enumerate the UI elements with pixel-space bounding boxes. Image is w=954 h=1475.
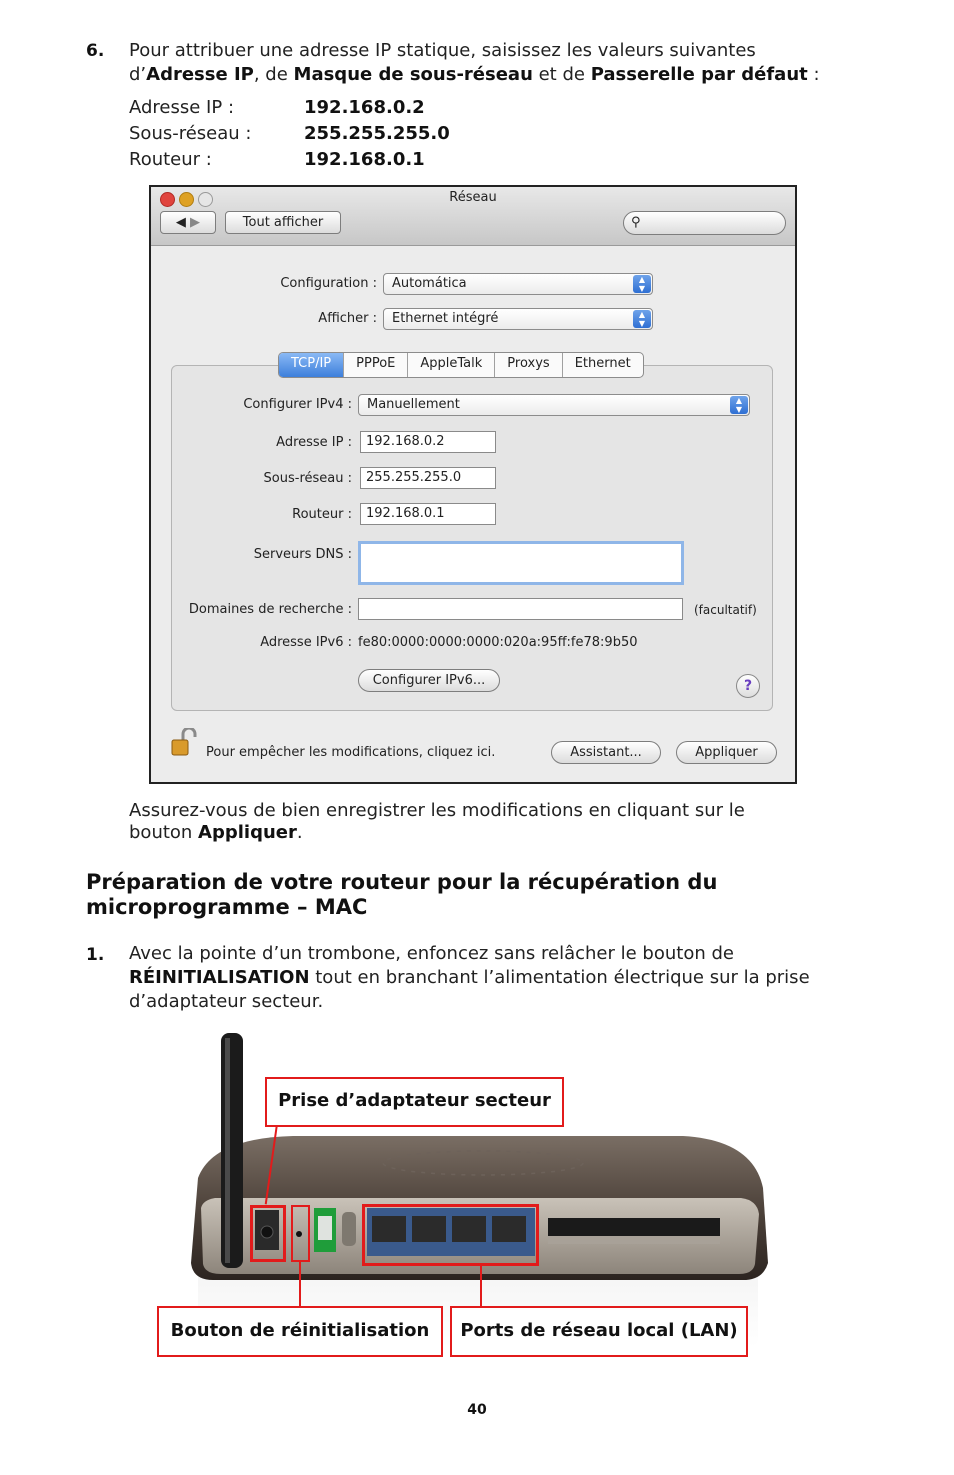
value-subnet: 255.255.255.0 <box>304 123 450 144</box>
assistant-button[interactable]: Assistant... <box>551 741 661 764</box>
power-jack-highlight <box>250 1205 286 1262</box>
search-domains-field[interactable] <box>358 598 683 620</box>
apply-reminder-line1: Assurez-vous de bien enregistrer les modifications en cliquant sur le <box>129 800 745 821</box>
section-heading <box>86 870 806 920</box>
configure-ipv4-value: Manuellement <box>367 397 460 412</box>
tab-pppoe[interactable]: PPPoE <box>344 353 408 377</box>
tab-tcpip[interactable]: TCP/IP <box>279 353 344 377</box>
lan-ports-highlight <box>362 1204 539 1266</box>
value-label-ip: Adresse IP : <box>129 97 235 118</box>
ipv6-address-value: fe80:0000:0000:0000:020a:95ff:fe78:9b50 <box>358 635 638 650</box>
back-forward-buttons[interactable] <box>160 211 216 234</box>
search-domains-label: Domaines de recherche : <box>188 602 352 617</box>
back-arrow-icon[interactable]: ◀ <box>175 215 186 230</box>
step1-line2: RÉINITIALISATION tout en branchant l’alimentation électrique sur la prise <box>129 967 810 988</box>
lan-callout-line <box>480 1266 482 1306</box>
power-jack-callout: Prise d’adaptateur secteur <box>265 1077 564 1127</box>
value-label-subnet: Sous-réseau : <box>129 123 252 144</box>
popup-arrows-icon: ▲ ▼ <box>633 310 651 328</box>
dns-servers-field[interactable] <box>358 541 684 585</box>
ipv6-address-label: Adresse IPv6 : <box>260 635 352 650</box>
show-value: Ethernet intégré <box>392 311 499 326</box>
router-field[interactable]: 192.168.0.1 <box>360 503 496 525</box>
configuration-value: Automática <box>392 276 467 291</box>
window-title: Réseau <box>449 190 497 205</box>
step1-line1: Avec la pointe d’un trombone, enfoncez sans relâcher le bouton de <box>129 943 734 964</box>
reset-button-callout: Bouton de réinitialisation <box>157 1306 443 1357</box>
show-popup[interactable] <box>383 308 653 330</box>
forward-arrow-icon[interactable]: ▶ <box>185 215 201 230</box>
configuration-label: Configuration : <box>280 276 377 291</box>
term-passerelle: Passerelle par défaut <box>590 64 808 85</box>
popup-arrows-icon: ▲ ▼ <box>633 275 651 293</box>
help-icon[interactable]: ? <box>736 674 760 698</box>
term-adresse-ip: Adresse IP <box>146 64 254 85</box>
section-heading-line2: microprogramme – MAC <box>86 895 368 919</box>
term-appliquer: Appliquer <box>198 822 297 843</box>
page-number: 40 <box>467 1402 487 1418</box>
configure-ipv6-button[interactable]: Configurer IPv6... <box>358 669 500 692</box>
step6-text <box>129 39 829 87</box>
ip-address-label: Adresse IP : <box>276 435 352 450</box>
value-label-router: Routeur : <box>129 149 212 170</box>
popup-arrows-icon: ▲ ▼ <box>730 396 748 414</box>
apply-button[interactable]: Appliquer <box>676 741 777 764</box>
ip-address-field[interactable]: 192.168.0.2 <box>360 431 496 453</box>
apply-reminder-line2: bouton Appliquer. <box>129 822 303 843</box>
value-ip: 192.168.0.2 <box>304 97 425 118</box>
apply-reminder <box>129 800 829 844</box>
tab-bar <box>278 352 644 378</box>
step-number: 6. <box>86 41 105 61</box>
tab-proxys[interactable]: Proxys <box>495 353 562 377</box>
tab-appletalk[interactable]: AppleTalk <box>408 353 495 377</box>
step1-text <box>129 942 829 1014</box>
lan-ports-callout: Ports de réseau local (LAN) <box>450 1306 748 1357</box>
reset-callout-line <box>299 1262 301 1306</box>
show-all-button[interactable]: Tout afficher <box>225 211 341 234</box>
tab-ethernet[interactable]: Ethernet <box>574 356 631 371</box>
dns-label: Serveurs DNS : <box>253 547 352 562</box>
section-heading-line1: Préparation de votre routeur pour la récupération du <box>86 870 718 894</box>
lock-icon[interactable] <box>171 728 193 756</box>
configuration-popup[interactable] <box>383 273 653 295</box>
lock-message: Pour empêcher les modifications, cliquez ici. <box>206 745 496 760</box>
configure-ipv4-popup[interactable] <box>358 394 750 416</box>
step6-line2: d’Adresse IP, de Masque de sous-réseau et de Passerelle par défaut : <box>129 64 820 85</box>
router-photo <box>143 1018 803 1373</box>
step1-line3: d’adaptateur secteur. <box>129 991 324 1012</box>
tab-panel <box>171 365 773 711</box>
search-input[interactable] <box>623 211 786 235</box>
value-router: 192.168.0.1 <box>304 149 425 170</box>
reset-button-highlight <box>291 1205 310 1262</box>
optional-note: (facultatif) <box>694 603 757 617</box>
configure-ipv4-label: Configurer IPv4 : <box>243 397 352 412</box>
subnet-label: Sous-réseau : <box>263 471 352 486</box>
search-icon: ⚲ <box>631 215 641 230</box>
subnet-field[interactable]: 255.255.255.0 <box>360 467 496 489</box>
show-label: Afficher : <box>318 311 377 326</box>
term-reinitialisation: RÉINITIALISATION <box>129 967 310 988</box>
network-preferences-window <box>149 185 797 784</box>
step6-line1: Pour attribuer une adresse IP statique, saisissez les valeurs suivantes <box>129 40 756 61</box>
term-masque: Masque de sous-réseau <box>293 64 533 85</box>
router-label: Routeur : <box>292 507 352 522</box>
window-titlebar <box>151 187 795 246</box>
step-number: 1. <box>86 945 105 965</box>
